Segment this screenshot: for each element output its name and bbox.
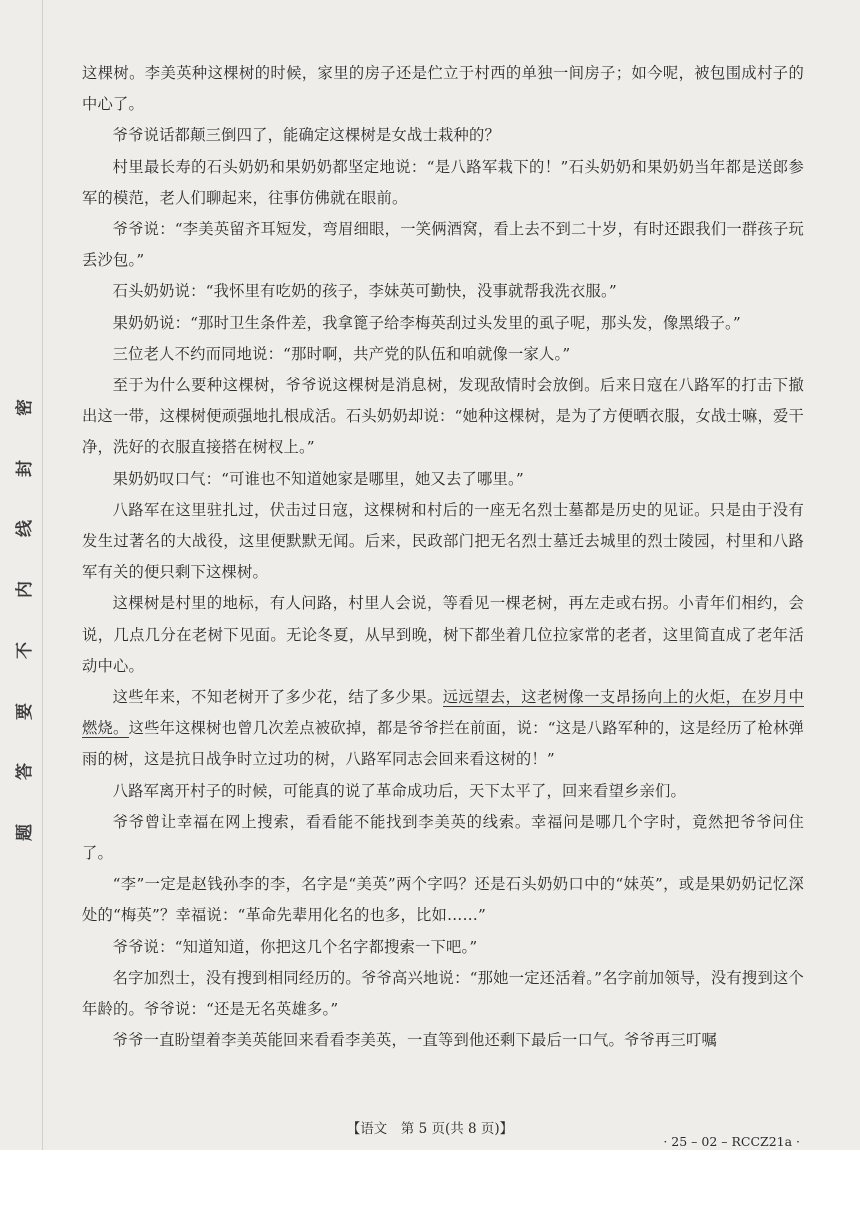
paragraph — [82, 807, 804, 869]
paragraph — [82, 1025, 804, 1056]
paragraph-text: “李”一定是赵钱孙李的李，名字是“美英”两个字吗？还是石头奶奶口中的“妹英”，或是果奶奶记忆深处的“梅英”？幸福说：“革命先辈用化名的也多，比如……” — [82, 875, 804, 925]
seal-char: 线 — [14, 520, 35, 538]
paragraph — [82, 682, 804, 776]
paragraph-text: 爷爷说话都颠三倒四了，能确定这棵树是女战士栽种的？ — [112, 126, 501, 145]
paragraph-text: 这棵树是村里的地标，有人问路，村里人会说，等看见一棵老树，再左走或右拐。小青年们相约，会说，几点几分在老树下见面。无论冬夏，从早到晚，树下都坐着几位拉家常的老者，这里简直成了老年活动中心。 — [82, 594, 804, 675]
seal-char: 要 — [14, 702, 35, 720]
paragraph-text: 爷爷一直盼望着李美英能回来看看李美英，一直等到他还剩下最后一口气。爷爷再三叮嘱 — [112, 1031, 717, 1050]
paragraph-text: 村里最长寿的石头奶奶和果奶奶都坚定地说：“是八路军栽下的！”石头奶奶和果奶奶当年都是送郎参军的模范，老人们聊起来，往事仿佛就在眼前。 — [82, 157, 804, 207]
seal-char: 内 — [14, 581, 35, 599]
paragraph-text: 名字加烈士，没有搜到相同经历的。爷爷高兴地说：“那她一定还活着。”名字前加领导，没有搜到这个年龄的。爷爷说：“还是无名英雄多。” — [82, 968, 804, 1019]
paragraph — [82, 464, 804, 495]
seal-char: 封 — [14, 459, 35, 477]
paragraph-text: 这棵树。李美英种这棵树的时候，家里的房子还是伫立于村西的单独一间房子；如今呢，被包围成村子的中心了。 — [82, 64, 804, 114]
paragraph — [82, 214, 804, 276]
paragraph — [82, 495, 804, 589]
seal-char: 不 — [14, 641, 35, 659]
paragraph-text: 爷爷曾让幸福在网上搜索，看看能不能找到李美英的线索。幸福问是哪几个字时，竟然把爷爷问住了。 — [82, 812, 804, 863]
seal-char: 题 — [14, 823, 35, 841]
paragraph — [82, 308, 804, 339]
binding-margin — [0, 0, 43, 1150]
paragraph — [82, 370, 804, 464]
underlined-sentence: 远远望去，这老树像一支昂扬向上的火炬，在岁月中燃烧。 — [82, 688, 804, 738]
paragraph-text: 至于为什么要种这棵树，爷爷说这棵树是消息树，发现敌情时会放倒。后来日寇在八路军的打击下撤出这一带，这棵树便顽强地扎根成活。石头奶奶却说：“她种这棵树，是为了方便晒衣服，女战士嘛，爱干净，洗好的衣服直接搭在树杈上。” — [82, 376, 804, 457]
paper-code: · 25 – 02 – RCCZ21a · — [663, 1134, 800, 1149]
paragraph-text: 爷爷说：“知道知道，你把这几个名字都搜索一下吧。” — [112, 937, 478, 956]
paragraph-text: 八路军离开村子的时候，可能真的说了革命成功后，天下太平了，回来看望乡亲们。 — [112, 781, 686, 800]
paragraph — [82, 776, 804, 807]
paragraph — [82, 869, 804, 931]
paragraph-text: 这些年这棵树也曾几次差点被砍掉，都是爷爷拦在前面，说：“这是八路军种的，这是经历了枪林弹雨的树，这是抗日战争时立过功的树，八路军同志会回来看这树的！” — [82, 719, 805, 769]
paragraph — [82, 963, 804, 1025]
paragraph — [82, 152, 804, 214]
paragraph-text: 果奶奶叹口气：“可谁也不知道她家是哪里，她又去了哪里。” — [112, 469, 524, 488]
paragraph — [82, 276, 804, 307]
seal-char: 密 — [14, 399, 35, 416]
seal-char: 答 — [14, 763, 35, 781]
paragraph-text: 果奶奶说：“那时卫生条件差，我拿篦子给李梅英刮过头发里的虱子呢，那头发，像黑缎子。” — [112, 313, 741, 332]
paragraph-text: 这些年来，不知老树开了多少花，结了多少果。 — [112, 688, 443, 707]
paragraph-text: 石头奶奶说：“我怀里有吃奶的孩子，李妹英可勤快，没事就帮我洗衣服。” — [112, 282, 617, 301]
paragraph-text: 三位老人不约而同地说：“那时啊，共产党的队伍和咱就像一家人。” — [112, 344, 571, 363]
paragraph — [82, 120, 804, 151]
paragraph — [82, 58, 804, 120]
paragraph — [82, 932, 804, 963]
paragraph — [82, 339, 804, 370]
page-number: 【语文 第 5 页(共 8 页)】 — [346, 1121, 514, 1137]
paragraph-text: 八路军在这里驻扎过，伏击过日寇，这棵树和村后的一座无名烈士墓都是历史的见证。只是由于没有发生过著名的大战役，这里便默默无闻。后来，民政部门把无名烈士墓迁去城里的烈士陵园，村里和八路军有关的便只剩下这棵树。 — [82, 500, 804, 582]
seal-line-notice — [10, 395, 34, 845]
paragraph — [82, 588, 804, 682]
paragraph-text: 爷爷说：“李美英留齐耳短发，弯眉细眼，一笑俩酒窝，看上去不到二十岁，有时还跟我们一群孩子玩丢沙包。” — [82, 220, 804, 270]
passage-body — [82, 58, 804, 1057]
